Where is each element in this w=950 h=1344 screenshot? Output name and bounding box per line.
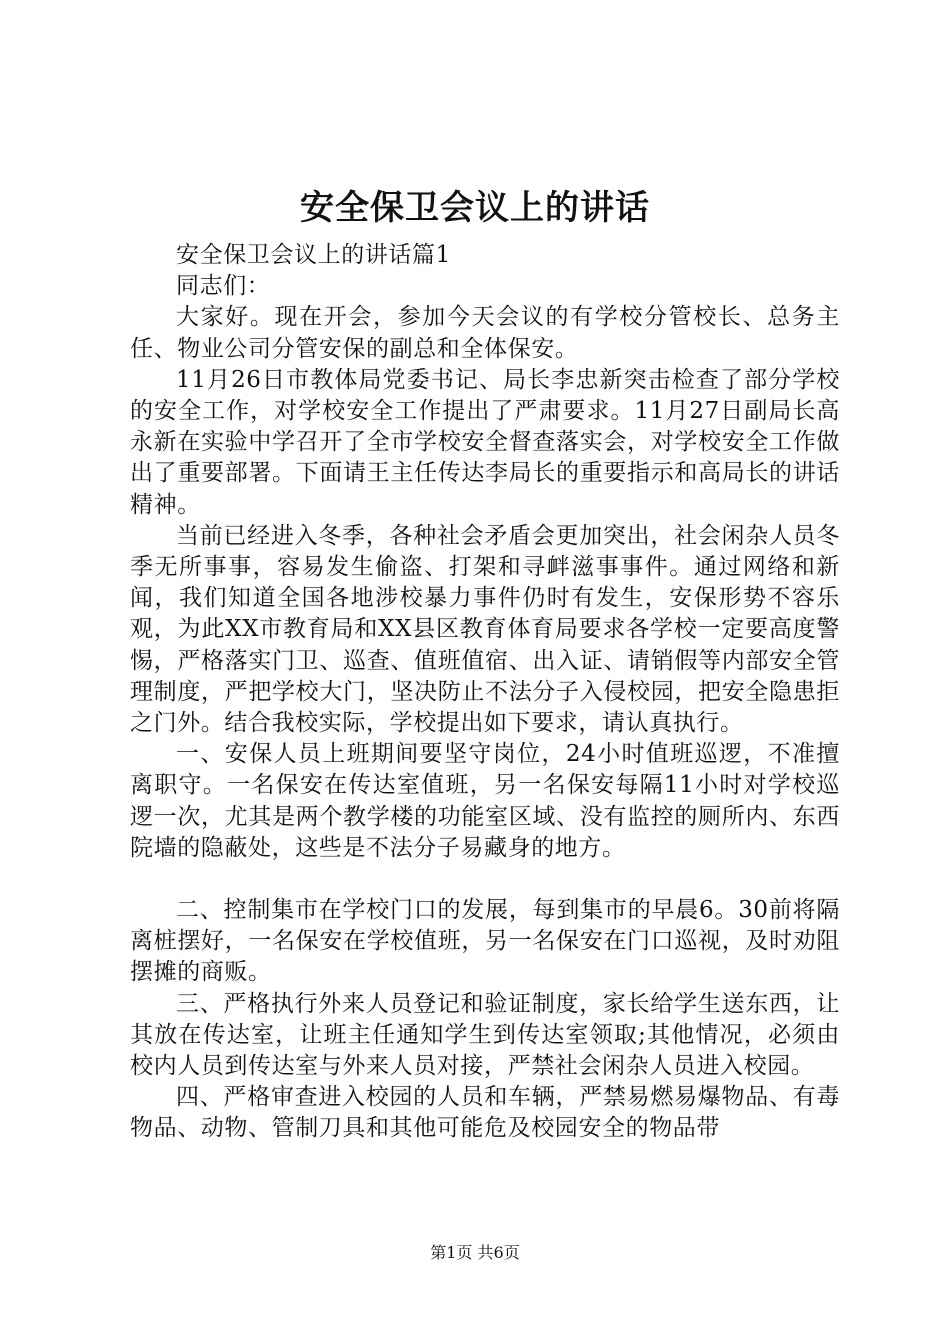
document-body <box>130 240 840 1145</box>
paragraph: 四、严格审查进入校园的人员和车辆，严禁易燃易爆物品、有毒物品、动物、管制刀具和其他可能危及校园安全的物品带 <box>130 1084 840 1142</box>
paragraph: 二、控制集市在学校门口的发展，每到集市的早晨6。30前将隔离桩摆好，一名保安在学校值班，另一名保安在门口巡视，及时劝阻摆摊的商贩。 <box>130 897 840 986</box>
paragraph: 三、严格执行外来人员登记和验证制度，家长给学生送东西，让其放在传达室，让班主任通知学生到传达室领取;其他情况，必须由校内人员到传达室与外来人员对接，严禁社会闲杂人员进入校园。 <box>130 990 840 1080</box>
page-footer: 第1页 共6页 <box>430 1243 520 1262</box>
paragraph: 11月26日市教体局党委书记、局长李忠新突击检查了部分学校的安全工作，对学校安全工作提出了严肃要求。11月27日副局长高永新在实验中学召开了全市学校安全督查落实会，对学校安全工作做出了重要部署。下面请王主任传达李局长的重要指示和高局长的讲话精神。 <box>130 366 840 518</box>
section-heading: 安全保卫会议上的讲话篇1 <box>176 242 451 268</box>
document-title: 安全保卫会议上的讲话 <box>300 188 650 228</box>
paragraph: 当前已经进入冬季，各种社会矛盾会更加突出，社会闲杂人员冬季无所事事，容易发生偷盗、打架和寻衅滋事事件。通过网络和新闻，我们知道全国各地涉校暴力事件仍时有发生，安保形势不容乐观，为此XX市教育局和XX县区教育体育局要求各学校一定要高度警惕，严格落实门卫、巡查、值班值宿、出入证、请销假等内部安全管理制度，严把学校大门，坚决防止不法分子入侵校园，把安全隐患拒之门外。结合我校实际，学校提出如下要求，请认真执行。 <box>130 522 840 737</box>
salutation: 同志们： <box>176 273 271 300</box>
paragraph: 大家好。现在开会，参加今天会议的有学校分管校长、总务主任、物业公司分管安保的副总和全体保安。 <box>130 304 840 362</box>
paragraph: 一、安保人员上班期间要坚守岗位，24小时值班巡逻，不准擅离职守。一名保安在传达室值班，另一名保安每隔11小时对学校巡逻一次，尤其是两个教学楼的功能室区域、没有监控的厕所内、东西院墙的隐蔽处，这些是不法分子易藏身的地方。 <box>130 741 840 861</box>
